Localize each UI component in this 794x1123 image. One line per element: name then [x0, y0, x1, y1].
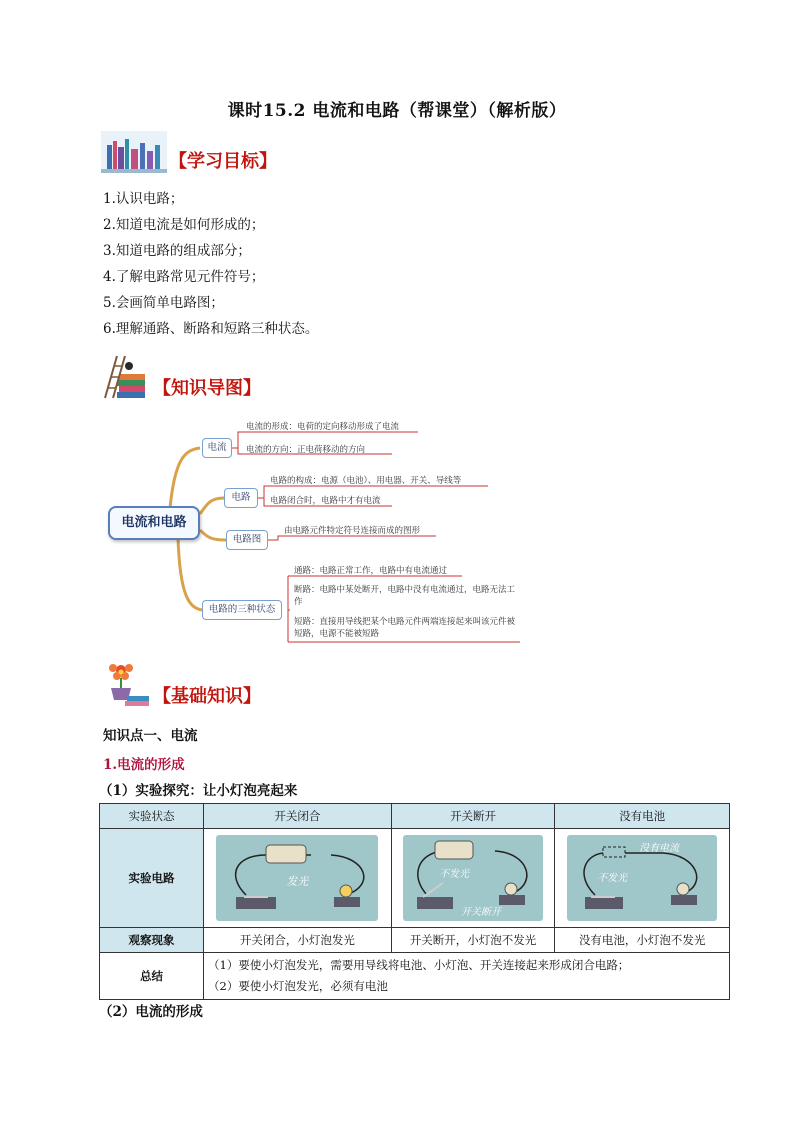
- subheading-current-formation: 1.电流的形成: [103, 757, 185, 773]
- mindmap-leaf: 电流的方向：正电荷移动的方向: [246, 445, 366, 455]
- table-row: [100, 953, 730, 1000]
- table-header-cell: 实验状态: [100, 804, 204, 829]
- flower-pot-icon: [101, 658, 151, 708]
- summary-line: （1）要使小灯泡发光，需要用导线将电池、小灯泡、开关连接起来形成闭合电路；: [208, 958, 630, 972]
- objectives-list: [103, 186, 318, 342]
- photo-note: 开关断开: [461, 907, 502, 918]
- photo-note: 不发光: [597, 873, 628, 884]
- summary-line: （2）要使小灯泡发光，必须有电池: [208, 979, 388, 993]
- section-mindmap-header: [101, 352, 261, 400]
- mindmap-leaf: 通路：电路正常工作，电路中有电流通过: [294, 566, 448, 576]
- circuit-photo-cell: [391, 829, 555, 928]
- photo-note: 不发光: [439, 869, 470, 880]
- table-header-cell: 开关闭合: [204, 804, 392, 829]
- experiment-table: [99, 803, 730, 1000]
- mindmap-branch-circuit: 电路: [224, 488, 258, 508]
- table-header-cell: 没有电池: [555, 804, 730, 829]
- table-row-header: 观察现象: [100, 928, 204, 953]
- objective-item: 2.知道电流是如何形成的；: [103, 217, 265, 233]
- table-row: [100, 804, 730, 829]
- ladder-books-icon: [101, 352, 149, 400]
- mindmap-leaf: 电路闭合时，电路中才有电流: [270, 496, 381, 506]
- table-row-header: 实验电路: [100, 829, 204, 928]
- photo-note: 没有电流: [639, 843, 680, 854]
- section-objectives-label: 【学习目标】: [169, 151, 277, 172]
- table-row: [100, 829, 730, 928]
- mindmap-leaf: 由电路元件特定符号连接而成的图形: [284, 526, 421, 536]
- books-icon: [101, 131, 167, 173]
- table-cell: 开关闭合，小灯泡发光: [204, 928, 392, 953]
- table-summary-cell: [204, 953, 730, 1000]
- table-cell: 开关断开，小灯泡不发光: [391, 928, 555, 953]
- experiment-title: （1）实验探究：让小灯泡亮起来: [99, 783, 298, 799]
- circuit-photo-cell: [204, 829, 392, 928]
- mindmap-branch-current: 电流: [202, 438, 232, 458]
- mindmap-leaf: 断路：电路中某处断开，电路中没有电流通过，电路无法工作: [294, 585, 516, 607]
- table-header-cell: 开关断开: [391, 804, 555, 829]
- objective-item: 4.了解电路常见元件符号；: [103, 269, 265, 285]
- section-basics-label: 【基础知识】: [153, 686, 261, 707]
- photo-note: 发光: [286, 875, 309, 888]
- objective-item: 6.理解通路、断路和短路三种状态。: [103, 321, 319, 337]
- page-title: 课时15.2 电流和电路（帮课堂）（解析版）: [227, 101, 567, 121]
- circuit-photo-closed: [216, 835, 378, 921]
- mindmap-root: 电流和电路: [108, 506, 200, 540]
- mindmap-branch-states: 电路的三种状态: [202, 600, 282, 620]
- section-mindmap-label: 【知识导图】: [153, 378, 261, 399]
- circuit-photo-cell: [555, 829, 730, 928]
- mindmap-leaf: 电流的形成：电荷的定向移动形成了电流: [246, 422, 400, 432]
- table-cell: 没有电池，小灯泡不发光: [555, 928, 730, 953]
- section-objectives-header: [101, 131, 277, 173]
- mindmap-branch-diagram: 电路图: [226, 530, 268, 550]
- section-basics-header: [101, 658, 261, 708]
- objective-item: 1.认识电路；: [103, 191, 184, 207]
- objective-item: 5.会画简单电路图；: [103, 295, 224, 311]
- knowledge-point-heading: 知识点一、电流: [103, 728, 198, 744]
- objective-item: 3.知道电路的组成部分；: [103, 243, 251, 259]
- mindmap-leaf: 电路的构成：电源（电池）、用电器、开关、导线等: [270, 476, 462, 486]
- table-row-header: 总结: [100, 953, 204, 1000]
- circuit-photo-open: [403, 835, 543, 921]
- mindmap-leaf: 短路：直接用导线把某个电路元件两端连接起来叫该元件被短路，电源不能被短路: [294, 617, 516, 639]
- mindmap: [100, 418, 520, 650]
- subheading-current-formation-2: （2）电流的形成: [99, 1004, 203, 1020]
- circuit-photo-no-battery: [567, 835, 717, 921]
- table-row: [100, 928, 730, 953]
